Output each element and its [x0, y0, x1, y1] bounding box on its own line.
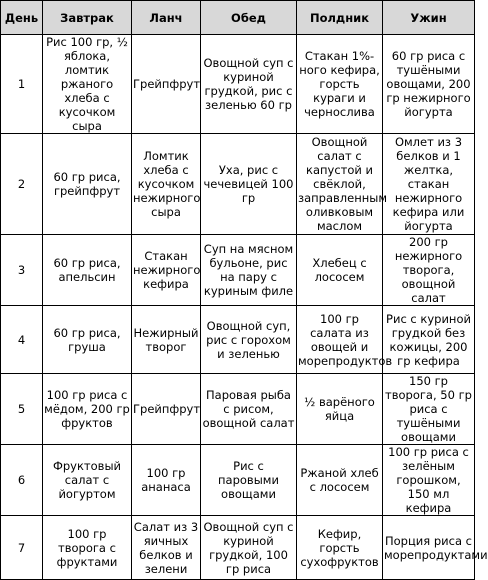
lunch-cell: Ломтик хлеба с кусочком нежирного сыра — [132, 134, 201, 235]
header-supper: Ужин — [383, 1, 475, 35]
breakfast-cell: 100 гр риса с мёдом, 200 гр фруктов — [43, 374, 132, 445]
header-lunch: Ланч — [132, 1, 201, 35]
header-dinner: Обед — [201, 1, 297, 35]
table-row — [1, 35, 475, 134]
lunch-cell: Салат из 3 яичных белков и зелени — [132, 516, 201, 580]
table-row — [1, 235, 475, 306]
supper-cell: 60 гр риса с тушёными овощами, 200 гр нежирного йогурта — [383, 35, 475, 134]
dinner-cell: Овощной суп с куриной грудкой, 100 гр риса — [201, 516, 297, 580]
dinner-cell: Овощной суп с куриной грудкой, рис с зеленью 60 гр — [201, 35, 297, 134]
snack-cell: 100 гр салата из овощей и морепродуктов — [297, 306, 383, 374]
day-cell: 1 — [1, 35, 43, 134]
table-row — [1, 134, 475, 235]
supper-cell: Порция риса с морепродуктами — [383, 516, 475, 580]
dinner-cell: Рис с паровыми овощами — [201, 445, 297, 516]
supper-cell: 100 гр риса с зелёным горошком, 150 мл кефира — [383, 445, 475, 516]
breakfast-cell: 60 гр риса, апельсин — [43, 235, 132, 306]
dinner-cell: Овощной суп, рис с горохом и зеленью — [201, 306, 297, 374]
lunch-cell: Стакан нежирного кефира — [132, 235, 201, 306]
dinner-cell: Суп на мясном бульоне, рис на пару с куриным филе — [201, 235, 297, 306]
day-cell: 5 — [1, 374, 43, 445]
snack-cell: Ржаной хлеб с лососем — [297, 445, 383, 516]
day-cell: 4 — [1, 306, 43, 374]
header-snack: Полдник — [297, 1, 383, 35]
lunch-cell: Грейпфрут — [132, 374, 201, 445]
table-row — [1, 516, 475, 580]
dinner-cell: Паровая рыба с рисом, овощной салат — [201, 374, 297, 445]
supper-cell: 150 гр творога, 50 гр риса с тушёными овощами — [383, 374, 475, 445]
supper-cell: Омлет из 3 белков и 1 желтка, стакан нежирного кефира или йогурта — [383, 134, 475, 235]
breakfast-cell: Рис 100 гр, ½ яблока, ломтик ржаного хлеба с кусочком сыра — [43, 35, 132, 134]
snack-cell: Хлебец с лососем — [297, 235, 383, 306]
header-day: День — [1, 1, 43, 35]
supper-cell: Рис с куриной грудкой без кожицы, 200 гр кефира — [383, 306, 475, 374]
header-breakfast: Завтрак — [43, 1, 132, 35]
snack-cell: Стакан 1%-ного кефира, горсть кураги и чернослива — [297, 35, 383, 134]
day-cell: 3 — [1, 235, 43, 306]
breakfast-cell: 60 гр риса, груша — [43, 306, 132, 374]
dinner-cell: Уха, рис с чечевицей 100 гр — [201, 134, 297, 235]
breakfast-cell: 100 гр творога с фруктами — [43, 516, 132, 580]
lunch-cell: Нежирный творог — [132, 306, 201, 374]
snack-cell: Овощной салат с капустой и свёклой, заправленным оливковым маслом — [298, 135, 388, 233]
lunch-cell: Грейпфрут — [132, 35, 201, 134]
snack-cell: Кефир, горсть сухофруктов — [297, 516, 383, 580]
snack-cell: ½ варёного яйца — [297, 374, 383, 445]
breakfast-cell: Фруктовый салат с йогуртом — [43, 445, 132, 516]
table-row — [1, 445, 475, 516]
day-cell: 7 — [1, 516, 43, 580]
breakfast-cell: 60 гр риса, грейпфрут — [43, 134, 132, 235]
supper-cell: 200 гр нежирного творога, овощной салат — [383, 235, 475, 306]
day-cell: 2 — [1, 134, 43, 235]
day-cell: 6 — [1, 445, 43, 516]
table-row — [1, 374, 475, 445]
table-row — [1, 306, 475, 374]
header-row — [1, 1, 475, 35]
lunch-cell: 100 гр ананаса — [132, 445, 201, 516]
